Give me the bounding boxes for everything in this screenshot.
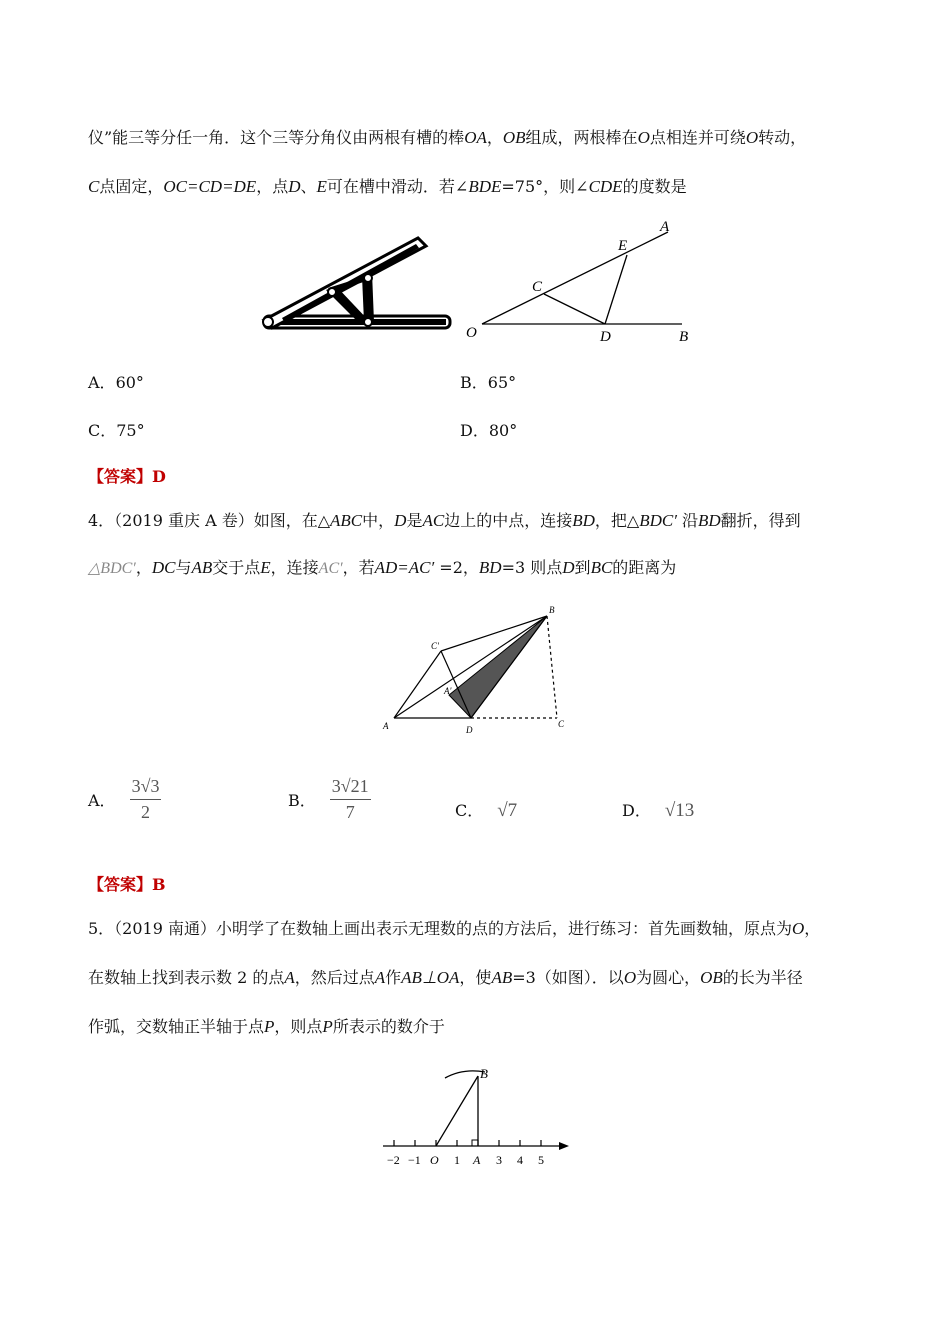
q4-line2: △BDC′，DC与AB交于点E，连接AC′，若AD=AC′ =2，BD=3 则点D到BC的距离为 <box>88 558 677 577</box>
label-d: D <box>600 329 611 345</box>
q3-option-b: B．65° <box>460 373 517 392</box>
tick-label-3: 3 <box>496 1153 502 1167</box>
label-d: D <box>466 725 473 735</box>
device-pivot-o <box>263 317 273 327</box>
label-e: E <box>618 238 628 254</box>
ray-oa <box>482 232 668 324</box>
tick-label-1: 1 <box>454 1153 460 1167</box>
q3-option-d: D．80° <box>460 421 518 440</box>
q3-line2: C点固定，OC=CD=DE，点D、E可在槽中滑动．若∠BDE=75°，则∠CDE的度数是 <box>88 177 687 196</box>
tick-label-5: 5 <box>538 1153 544 1167</box>
q4-option-c: C． √7 <box>455 800 518 821</box>
tick-label-o: O <box>430 1153 439 1167</box>
segment-de <box>605 255 627 324</box>
right-angle-mark <box>472 1140 478 1146</box>
label-b: B <box>679 329 689 345</box>
q4-geometry-figure <box>378 600 578 740</box>
q3-geometry-figure <box>460 215 710 345</box>
arc <box>445 1071 485 1078</box>
fraction: $\frac{3√21}{7}$ <box>331 776 369 822</box>
label-b: B <box>480 1066 488 1081</box>
tick-label-4: 4 <box>517 1153 523 1167</box>
segment-ob <box>436 1076 478 1146</box>
segment-bc <box>547 616 557 718</box>
q3-option-c: C．75° <box>88 421 145 440</box>
label-a: A <box>383 721 389 731</box>
q5-line3: 作弧，交数轴正半轴于点P，则点P所表示的数介于 <box>88 1017 445 1036</box>
q5-line2: 在数轴上找到表示数 2 的点A，然后过点A作AB⊥OA，使AB=3（如图）．以O为圆心，OB的长为半径 <box>88 968 803 987</box>
tick-label-neg1: −1 <box>408 1153 421 1167</box>
axis-labels <box>387 1153 544 1167</box>
label-cp: C' <box>431 641 439 651</box>
segment-acp <box>394 651 441 718</box>
label-o: O <box>466 325 477 341</box>
axis-ticks <box>394 1140 541 1146</box>
q3-answer: 【答案】D <box>88 467 166 486</box>
axis-arrow <box>559 1142 569 1150</box>
fraction: $\frac{3√3}{2}$ <box>131 776 160 822</box>
tick-label-a: A <box>473 1153 481 1167</box>
q4-option-d: D． √13 <box>622 800 695 821</box>
q3-option-a: A．60° <box>88 373 144 392</box>
q3-line1: 仪”能三等分任一角．这个三等分角仪由两根有槽的棒OA，OB组成，两根棒在O点相连并可绕O转动， <box>88 128 807 147</box>
trisector-device-figure <box>258 230 458 340</box>
q5-line1: 5．（2019 南通）小明学了在数轴上画出表示无理数的点的方法后，进行练习：首先画数轴，原点为O， <box>88 919 821 938</box>
q4-line1: 4．（2019 重庆 A 卷）如图，在△ABC中，D是AC边上的中点，连接BD，把△BDC′ 沿BD翻折，得到 <box>88 511 801 530</box>
label-c: C <box>558 719 565 729</box>
segment-bd <box>471 616 547 718</box>
label-ap: A' <box>444 686 452 696</box>
label-b: B <box>549 605 555 615</box>
label-c: C <box>532 279 543 295</box>
q4-option-a: A． $\frac{3√3}{2}$ <box>88 776 160 822</box>
q4-option-b: B． $\frac{3√21}{7}$ <box>288 776 369 822</box>
tick-label-neg2: −2 <box>387 1153 400 1167</box>
q5-number-line-figure <box>375 1060 575 1175</box>
q4-answer: 【答案】B <box>88 875 166 894</box>
segment-cd <box>544 294 605 324</box>
label-a: A <box>660 219 670 235</box>
